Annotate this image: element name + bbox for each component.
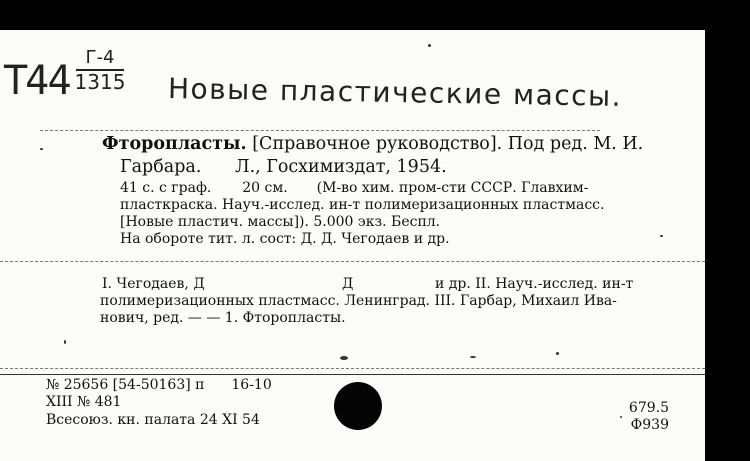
tracings-line-3: нович, ред. — — 1. Фторопласты. — [100, 310, 346, 326]
footer-code: 16-10 — [231, 377, 272, 393]
footer-rule — [0, 374, 705, 375]
entry-print-run-line: [Новые пластич. массы]). 5.000 экз. Беспл. — [120, 214, 441, 230]
entry-collation-line — [120, 180, 588, 196]
call-number-main: Т44 — [4, 58, 70, 104]
footer-registration: № 25656 [54-50163] п — [46, 377, 205, 393]
handwritten-series-title: Новые пластические массы. — [167, 72, 623, 113]
footer-line-3: Всесоюз. кн. палата 24 XI 54 — [46, 412, 260, 428]
scan-speck — [660, 235, 663, 237]
entry-title: Фторопласты. — [102, 134, 247, 154]
call-number-fraction-bottom: 1315 — [74, 70, 126, 94]
tracing-1: I. Чегодаев, Д — [102, 276, 205, 292]
faint-dotted-line — [0, 261, 705, 262]
tracings-line-1 — [102, 276, 672, 292]
scan-speck — [556, 352, 559, 355]
scan-speck — [40, 148, 43, 150]
scan-speck — [64, 340, 66, 344]
faint-dotted-line — [40, 130, 600, 131]
class-number: 679.5 — [628, 400, 669, 416]
tracing-1-initial: Д — [342, 276, 354, 292]
entry-series-start: (М-во хим. пром-сти СССР. Главхим- — [316, 180, 589, 196]
faint-dotted-line — [0, 368, 705, 369]
entry-title-line — [102, 134, 643, 154]
entry-imprint: Л., Госхимиздат, 1954. — [234, 157, 447, 177]
footer-line-2: XIII № 481 — [46, 394, 122, 410]
tracing-1-rest: и др. II. Науч.-исслед. ин-т — [435, 276, 634, 292]
entry-note-line: На обороте тит. л. сост: Д. Д. Чегодаев и др. — [120, 231, 450, 247]
entry-editor-surname: Гарбара. — [120, 157, 202, 177]
tracings-line-2: полимеризационных пластмасс. Ленинград. III. Гарбар, Михаил Ива- — [100, 293, 617, 309]
author-mark: Ф939 — [630, 417, 669, 433]
entry-imprint-line — [120, 157, 447, 177]
entry-series-line: пласткраска. Науч.-исслед. ин-т полимеризационных пластмасс. — [120, 197, 605, 213]
punch-hole — [334, 382, 382, 430]
call-number-fraction — [74, 48, 126, 93]
scan-speck — [470, 356, 476, 358]
call-number-fraction-top: Г-4 — [85, 47, 115, 68]
footer-line-1 — [46, 377, 272, 393]
entry-pages: 41 с. с граф. — [120, 180, 212, 196]
scan-speck — [428, 44, 431, 47]
scan-speck — [340, 356, 348, 360]
scan-speck — [620, 416, 622, 418]
entry-size: 20 см. — [242, 180, 288, 196]
catalog-card — [0, 30, 705, 461]
entry-title-rest: [Справочное руководство]. Под ред. М. И. — [252, 134, 644, 154]
